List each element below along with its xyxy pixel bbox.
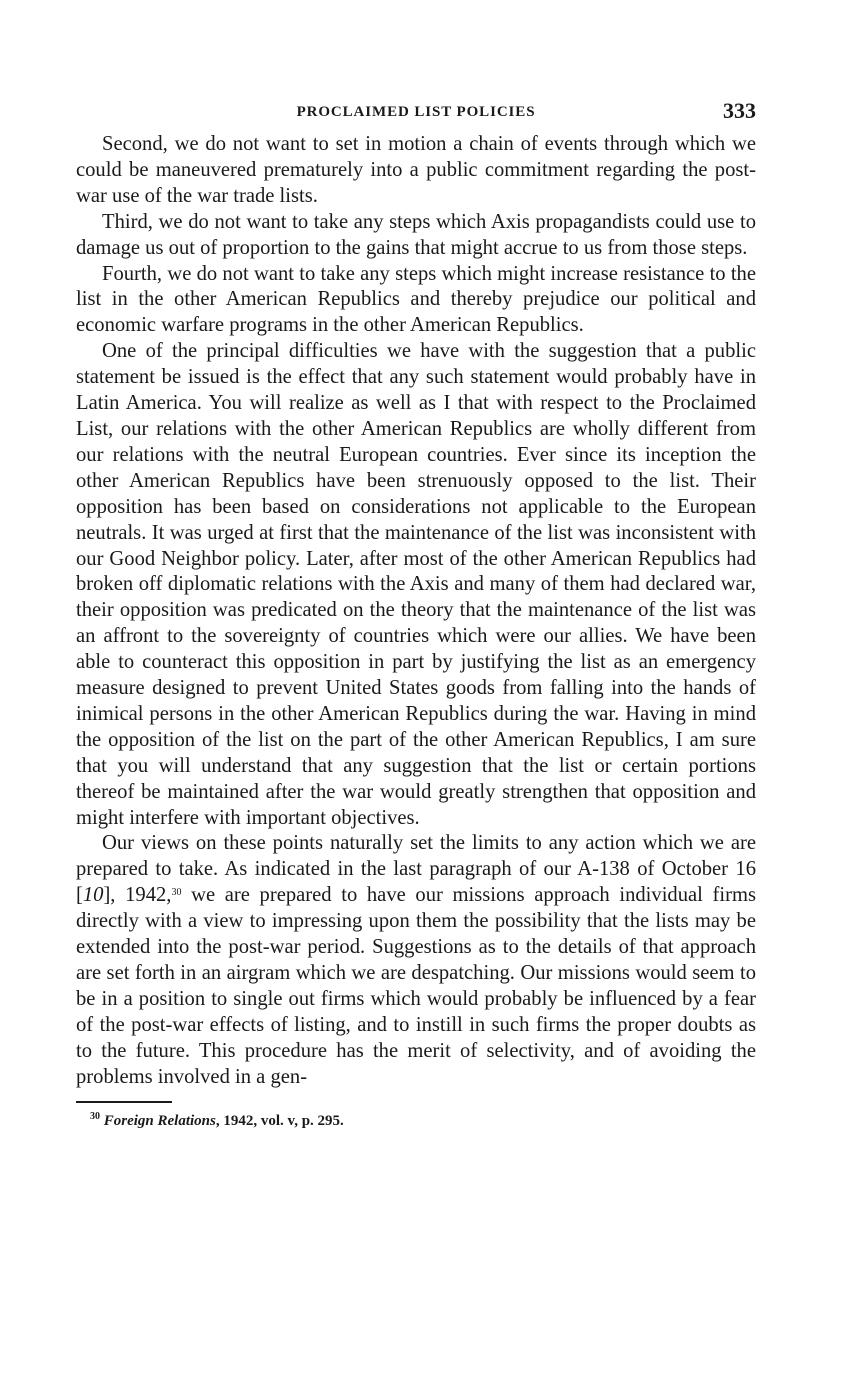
running-head: PROCLAIMED LIST POLICIES <box>296 104 536 120</box>
paragraph-text-rest: we are prepared to have our missions approach individual firms directly with a view to impressing upon them the possibility that the lists may be extended into the post-war period. Suggestions as to the details of that approach are set forth in an airgram which we are despatching. Our missions would seem to be in a position to single out firms which would probably be influenced by a fear of the post-war effects of listing, and to instill in such firms the proper doubts as to the future. This procedure has the merit of selectivity, and of avoiding the problems involved in a gen- <box>76 884 756 1088</box>
footnote-marker: 30 <box>171 887 182 899</box>
paragraph-third: Third, we do not want to take any steps which Axis propagandists could use to damage us out of proportion to the gains that might accrue to us from those steps. <box>76 210 756 259</box>
document-reference: 10 <box>82 884 104 907</box>
paragraph-second: Second, we do not want to set in motion a chain of events through which we could be maneuvered prematurely into a public commitment regarding the post-war use of the war trade lists. <box>76 133 756 207</box>
footnote-text: , 1942, vol. v, p. 295. <box>215 1112 344 1129</box>
footnote-divider <box>76 1101 172 1103</box>
footnote <box>76 1111 756 1131</box>
page-header <box>76 96 756 132</box>
paragraph-text-start: Our views on these points naturally set the limits to any action which we are prepared to take. As indicated in the last paragraph of our A-138 of October 16 [ <box>76 832 756 907</box>
paragraph-fourth: Fourth, we do not want to take any steps which might increase resistance to the list in the other American Republics and thereby prejudice our political and economic warfare programs in the other American Republics. <box>76 262 756 337</box>
paragraph-our-views <box>76 831 756 1090</box>
body-text <box>76 132 756 1091</box>
footnote-number: 30 <box>90 1110 100 1122</box>
paragraph-text-date: ], 1942, <box>103 884 172 907</box>
page <box>76 96 756 1131</box>
footnote-title: Foreign Relations <box>103 1112 216 1129</box>
paragraph-principal-difficulties: One of the principal difficulties we have with the suggestion that a public statement be issued is the effect that any such statement would probably have in Latin America. You will realize as well as I that with respect to the Proclaimed List, our relations with the other American Republics are wholly different from our relations with the neutral European countries. Ever since its inception the other American Republics have been strenuously opposed to the list. Their opposition has been based on considerations not applicable to the European neutrals. It was urged at first that the maintenance of the list was inconsistent with our Good Neighbor policy. Later, after most of the other American Republics had broken off diplomatic relations with the Axis and many of them had declared war, their opposition was predicated on the theory that the maintenance of the list was an affront to the sovereignty of countries which were our allies. We have been able to counteract this opposition in part by justifying the list as an emergency measure designed to prevent United States goods from falling into the hands of inimical persons in the other American Republics during the war. Having in mind the opposition of the list on the part of the other American Republics, I am sure that you will understand that any suggestion that the list or certain portions thereof be maintained after the war would greatly strengthen that opposition and might interfere with important objectives. <box>76 340 756 829</box>
page-number: 333 <box>723 98 756 123</box>
